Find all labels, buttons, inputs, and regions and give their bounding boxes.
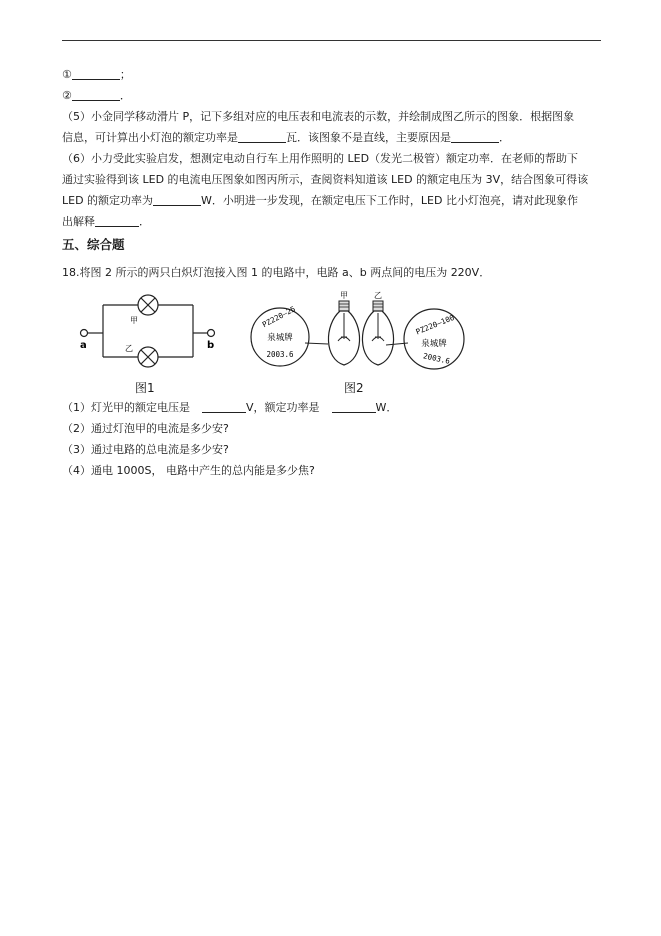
lamp-jia-icon (138, 295, 158, 315)
question-18-part-2: （2）通过灯泡甲的电流是多少安? (62, 422, 229, 435)
bulb-yi-tag: 乙 (374, 291, 382, 300)
question-18-part-3: （3）通过电路的总电流是多少安? (62, 443, 229, 456)
part6-line-3: LED 的额定功率为 W．小明进一步发现，在额定电压下工作时，LED 比小灯泡亮，请对此现象作 (62, 194, 578, 207)
bulb-jia-nameplate (251, 304, 328, 366)
header-rule (62, 40, 601, 41)
answer-blank[interactable] (202, 399, 246, 413)
section-heading: 五、综合题 (62, 237, 125, 252)
answer-line-2: ② ． (62, 89, 131, 102)
lamp-yi-label: 乙 (125, 344, 133, 353)
terminal-b-icon (208, 330, 215, 337)
part5-line-2: 信息，可计算出小灯泡的额定功率是 瓦．该图象不是直线，主要原因是 ． (62, 131, 510, 144)
bulb-jia-icon (328, 301, 359, 365)
svg-text:泉城牌: 泉城牌 (421, 339, 447, 349)
point-a-label: a (80, 340, 87, 351)
bulb-yi-icon (362, 301, 393, 365)
svg-text:2003.6: 2003.6 (422, 351, 451, 366)
circle-number-1: ① (62, 68, 72, 81)
part6-line-2: 通过实验得到该 LED 的电流电压图象如图丙所示，查阅资料知道该 LED 的额定电压为 3V，结合图象可得该 (62, 173, 589, 186)
circle-number-2: ② (62, 89, 72, 102)
part6-line-4: 出解释 ． (62, 215, 150, 228)
bulb-jia-tag: 甲 (340, 291, 348, 300)
answer-blank[interactable] (238, 129, 286, 143)
question-18-part-4: （4）通电 1000S， 电路中产生的总内能是多少焦? (62, 464, 315, 477)
answer-line-1: ① ； (62, 68, 131, 81)
document-body (62, 64, 602, 481)
question-18-part-1: （1）灯光甲的额定电压是 V，额定功率是 W． (62, 401, 398, 414)
svg-text:2003.6: 2003.6 (266, 350, 294, 359)
terminal-a-icon (81, 330, 88, 337)
bulbs-illustration (250, 289, 470, 385)
answer-blank[interactable] (451, 129, 499, 143)
answer-blank[interactable] (95, 213, 139, 227)
svg-text:泉城牌: 泉城牌 (267, 333, 293, 343)
question-18-stem: 18.将图 2 所示的两只白炽灯泡接入图 1 的电路中，电路 a、b 两点间的电压为 220V． (62, 266, 491, 279)
point-b-label: b (207, 340, 215, 351)
answer-blank[interactable] (72, 66, 120, 80)
answer-blank[interactable] (153, 192, 201, 206)
svg-text:PZ220—25: PZ220—25 (260, 304, 297, 330)
figure-2-caption: 图2 (344, 381, 364, 395)
lamp-jia-label: 甲 (130, 316, 138, 325)
figures-row (62, 289, 602, 395)
bulb-yi-nameplate (386, 309, 464, 369)
lamp-yi-icon (138, 347, 158, 367)
svg-text:PZ220—100: PZ220—100 (414, 312, 456, 337)
part6-line-1: （6）小力受此实验启发，想测定电动自行车上用作照明的 LED（发光二极管）额定功率．在老师的帮助下 (62, 152, 579, 165)
circuit-diagram (70, 293, 220, 383)
part5-line-1: （5）小金同学移动滑片 P，记下多组对应的电压表和电流表的示数，并绘制成图乙所示的图象．根据图象 (62, 110, 575, 123)
answer-blank[interactable] (72, 87, 120, 101)
figure-1-caption: 图1 (135, 381, 155, 395)
answer-blank[interactable] (332, 399, 376, 413)
